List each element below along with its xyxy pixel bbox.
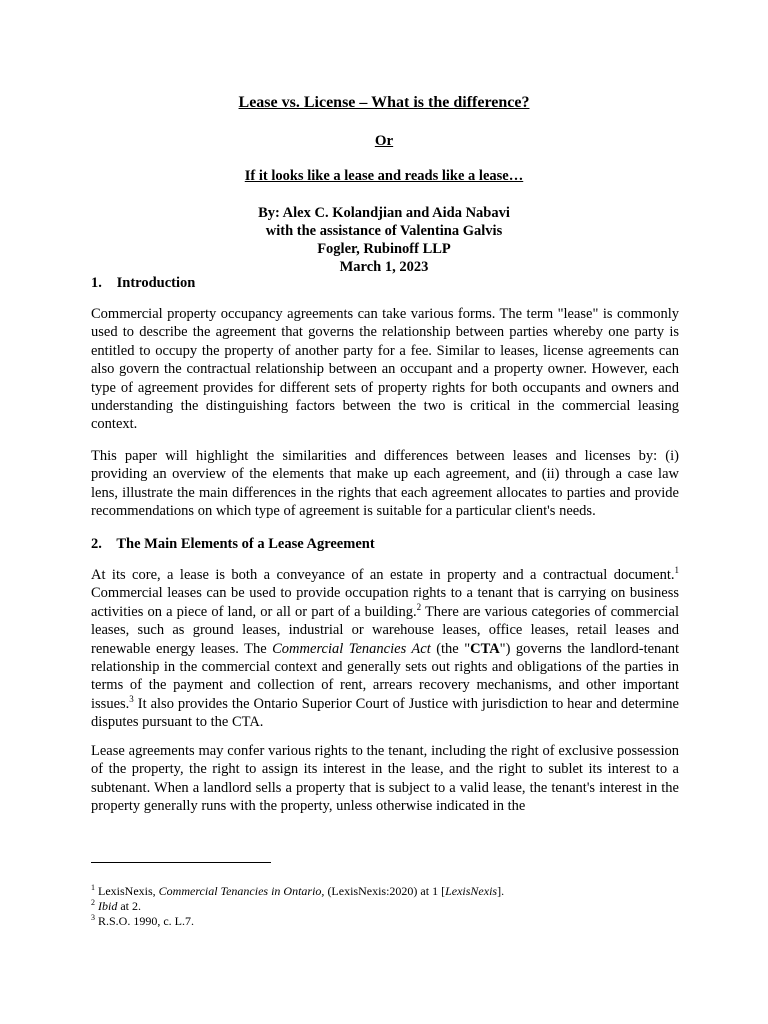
footnote-ref-2[interactable]: 2 [416,601,422,612]
text-run: ") governs the landlord-tenant relationship in the commercial context and generally sets out rights and obligations of the parties in terms of the payment and collection of rent, arrears recovery mechanisms, and other important issues. [91,640,680,712]
defined-term-cta: CTA [470,640,500,657]
act-title: Commercial Tenancies Act [272,640,431,657]
text-run: There are various categories of commercial leases, such as ground leases, industrial or warehouse leases, office leases, retail leases and renewable energy leases. The [91,603,680,657]
text-run: ]. [497,884,505,898]
text-run: At its core, a lease is both a conveyance of an estate in property and a contractual document. [91,567,675,583]
short-cite: LexisNexis [445,884,498,898]
section-heading-lease-elements [91,536,375,553]
paragraph-intro-2: This paper will highlight the similarities and differences between leases and licenses by: (i) providing an overview of the elements that make up each agreement, and (ii) through a case law lens, illustrate the main differences in the rights that each agreement allocates to parties and provide recommendations on which type of agreement is suitable for a particular client's needs. [91,448,679,520]
document-title: Lease vs. License – What is the difference? [238,94,530,111]
section-number: 1. [91,275,102,291]
footnote-marker: 2 [91,898,95,907]
text-run: It also provides the Ontario Superior Court of Justice with jurisdiction to hear and determine disputes pursuant to the CTA. [91,695,679,731]
footnote-1 [91,884,679,899]
cited-title: Commercial Tenancies in Ontario, [158,884,325,898]
ibid: Ibid [98,899,118,913]
footnote-2 [91,899,679,914]
byline-firm: Fogler, Rubinoff LLP [317,241,451,257]
section-heading-introduction [91,275,195,292]
byline [0,204,768,276]
footnote-ref-3[interactable]: 3 [129,694,134,705]
text-run: LexisNexis, [95,884,159,898]
document-subtitle: If it looks like a lease and reads like a lease… [244,168,524,184]
footnote-3 [91,914,679,929]
footnote-ref-1[interactable]: 1 [674,565,679,576]
byline-authors: By: Alex C. Kolandjian and Aida Nabavi [258,205,510,221]
paragraph-lease-core [91,566,679,732]
text-run: (LexisNexis:2020) at 1 [ [324,884,446,898]
byline-assistance: with the assistance of Valentina Galvis [265,223,503,239]
byline-date: March 1, 2023 [339,259,429,275]
text-run: at 2. [117,899,142,913]
title-or: Or [374,133,394,149]
paragraph-lease-rights: Lease agreements may confer various rights to the tenant, including the right of exclusive possession of the property, the right to assign its interest in the lease, and the right to sublet its interest to a subtenant. When a landlord sells a property that is subject to a valid lease, the tenant's interest in the property generally runs with the property, unless otherwise indicated in the [91,743,679,815]
section-title: The Main Elements of a Lease Agreement [116,536,375,552]
paragraph-intro-1: Commercial property occupancy agreements can take various forms. The term "lease" is commonly used to describe the agreement that governs the relationship between parties whereby one party is entitled to occupy the property of another party for a fee. Similar to leases, license agreements can also govern the contractual relationship between an occupant and a property owner. However, each type of agreement provides for different sets of property rights for both occupants and owners and understanding the distinguishing factors between the two is critical in the commercial leasing context. [91,306,679,433]
section-number: 2. [91,536,102,552]
section-title: Introduction [116,275,196,291]
footnote-separator [91,862,271,863]
text-run: R.S.O. 1990, c. L.7. [95,914,194,928]
footnote-marker: 1 [91,883,95,892]
footnote-marker: 3 [91,913,95,922]
text-run: Commercial leases can be used to provide occupation rights to a tenant that is carrying on business activities on a piece of land, or all or part of a building. [91,585,679,620]
footnotes [91,884,679,929]
text-run: (the " [430,640,471,657]
